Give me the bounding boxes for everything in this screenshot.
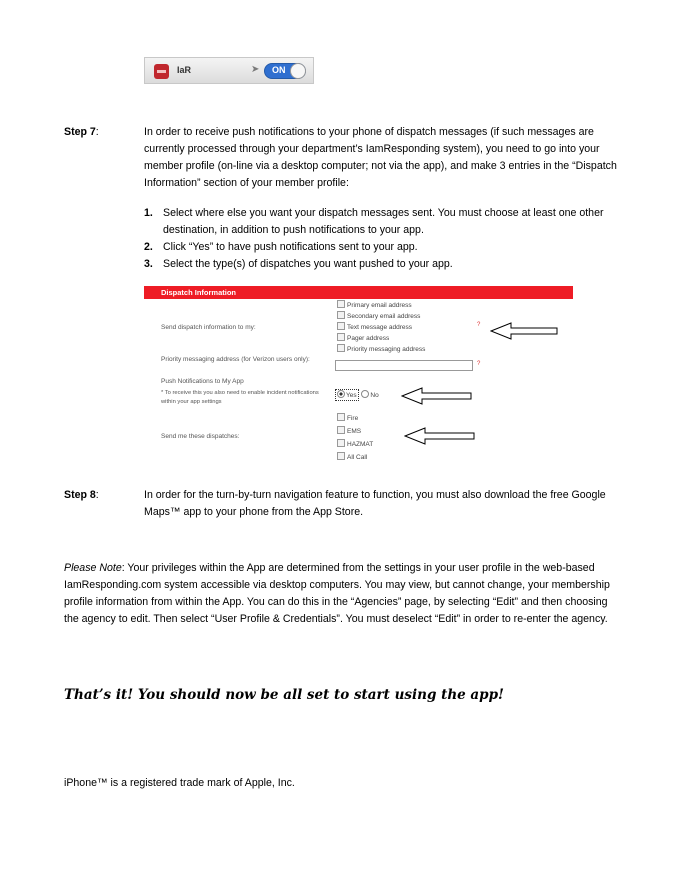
send-dispatches-label: Send me these dispatches: [161, 433, 240, 440]
option-primary-email[interactable] [337, 300, 412, 309]
checkbox[interactable] [337, 426, 345, 434]
option-label: EMS [347, 428, 362, 435]
option-label: Primary email address [347, 302, 412, 309]
please-note-text: : Your privileges within the App are determined from the settings in your user profile in the web-based IamResponding.com system accessible via desktop computers. You may view, but cannot change, your membership profile information from within the App. You can do this in the “Agencies” page, by selecting “Edit” and then choosing the agency to edit. Then select “User Profile & Credentials”. You must deselect “Edit” in order to re-enter the agency. [64, 562, 610, 625]
checkbox[interactable] [337, 322, 345, 330]
toggle-knob [290, 63, 306, 79]
option-label: All Call [347, 454, 368, 461]
send-dispatch-label: Send dispatch information to my: [161, 324, 256, 331]
list-item [144, 239, 620, 256]
step8-colon: : [95, 489, 99, 501]
help-icon[interactable]: ? [477, 322, 481, 328]
toggle-label: ON [272, 65, 286, 75]
list-number: 3. [144, 258, 153, 270]
checkbox[interactable] [337, 439, 345, 447]
checkbox[interactable] [337, 344, 345, 352]
list-number: 2. [144, 241, 153, 253]
checkbox[interactable] [337, 452, 345, 460]
option-label: Text message address [347, 324, 413, 331]
checkbox[interactable] [337, 300, 345, 308]
arrow-left-icon [404, 426, 476, 446]
option-text-message[interactable] [337, 322, 412, 331]
push-notifications-label: Push Notifications to My App [161, 378, 244, 385]
trademark-note: iPhone™ is a registered trade mark of Apple, Inc. [64, 777, 295, 789]
iar-app-icon [154, 64, 169, 79]
option-secondary-email[interactable] [337, 311, 420, 320]
priority-messaging-input[interactable] [335, 360, 473, 371]
list-text: Select where else you want your dispatch messages sent. You must choose at least one other destination, in addition to push notifications to your app. [163, 207, 604, 236]
yes-radio[interactable] [337, 390, 345, 398]
ios-app-setting-row [144, 57, 314, 84]
option-hazmat[interactable] [337, 439, 373, 448]
closing-message: That’s it! You should now be all set to start using the app! [64, 687, 504, 703]
priority-messaging-label: Priority messaging address (for Verizon users only): [161, 356, 310, 363]
checkbox[interactable] [337, 311, 345, 319]
option-pager[interactable] [337, 333, 389, 342]
no-radio[interactable] [361, 390, 369, 398]
list-text: Click “Yes” to have push notifications sent to your app. [163, 241, 418, 253]
option-label: Fire [347, 415, 359, 422]
please-note-label: Please Note [64, 562, 122, 574]
help-icon[interactable]: ? [477, 361, 481, 367]
arrow-left-icon [401, 386, 473, 406]
option-fire[interactable] [337, 413, 358, 422]
push-radio-group[interactable] [337, 390, 379, 399]
yes-label: Yes [346, 392, 357, 399]
arrow-left-icon [490, 321, 560, 341]
list-text: Select the type(s) of dispatches you want pushed to your app. [163, 258, 453, 270]
checkbox[interactable] [337, 333, 345, 341]
step8-label: Step 8 [64, 489, 96, 501]
option-priority-messaging[interactable] [337, 344, 425, 353]
option-all-call[interactable] [337, 452, 367, 461]
step8-heading [64, 487, 99, 504]
step7-heading [64, 124, 99, 141]
option-label: Pager address [347, 335, 390, 342]
option-label: HAZMAT [347, 441, 374, 448]
option-ems[interactable] [337, 426, 361, 435]
dispatch-information-header: Dispatch Information [144, 286, 573, 299]
step7-list [144, 205, 620, 273]
checkbox[interactable] [337, 413, 345, 421]
option-label: Secondary email address [347, 313, 421, 320]
step8-text: In order for the turn-by-turn navigation feature to function, you must also download the free Google Maps™ app to your phone from the App Store. [144, 489, 606, 518]
location-arrow-icon: ➤ [251, 64, 260, 75]
step7-colon: : [95, 126, 99, 138]
step7-label: Step 7 [64, 126, 96, 138]
notifications-toggle[interactable] [264, 63, 306, 79]
please-note-paragraph [64, 560, 620, 628]
list-item [144, 256, 620, 273]
push-notifications-note: * To receive this you also need to enable incident notifications within your app settings [161, 390, 319, 405]
app-name: IaR [177, 65, 192, 75]
list-number: 1. [144, 207, 153, 219]
list-item [144, 205, 620, 239]
option-label: Priority messaging address [347, 346, 426, 353]
no-label: No [370, 392, 379, 399]
step7-text: In order to receive push notifications to your phone of dispatch messages (if such messages are currently processed through your department’s IamResponding system), you need to go into your member profile (on-line via a desktop computer; not via the app), and make 3 entries in the “Dispatch Information” section of your member profile: [144, 126, 617, 189]
